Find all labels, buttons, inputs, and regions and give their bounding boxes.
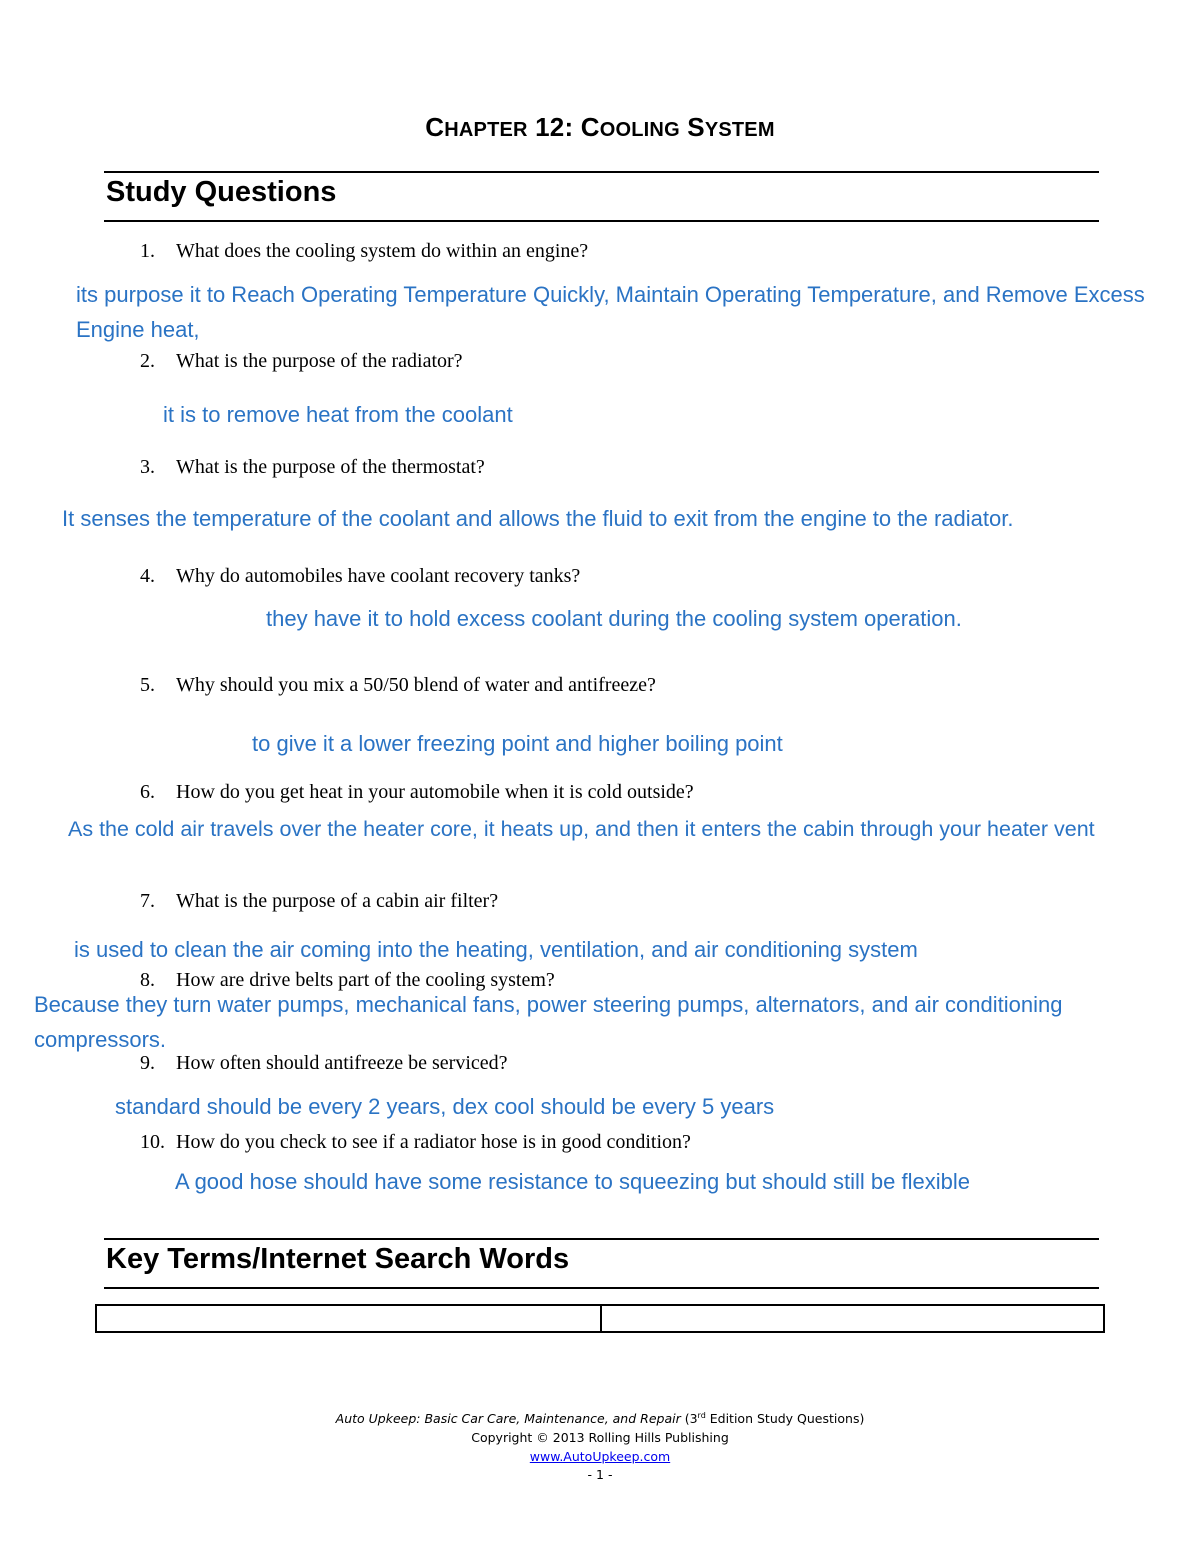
- question-7: 7. What is the purpose of a cabin air filter?: [140, 890, 499, 912]
- question-1: 1. What does the cooling system do within an engine?: [140, 240, 589, 262]
- website-link[interactable]: www.AutoUpkeep.com: [529, 1449, 671, 1464]
- footer-copyright: Copyright © 2013 Rolling Hills Publishing: [471, 1430, 729, 1445]
- answer-9: standard should be every 2 years, dex cool should be every 5 years: [115, 1094, 775, 1119]
- question-4: 4. Why do automobiles have coolant recovery tanks?: [140, 565, 581, 587]
- question-5: 5. Why should you mix a 50/50 blend of water and antifreeze?: [140, 674, 656, 696]
- key-terms-table: [95, 1304, 1105, 1333]
- table-cell: [97, 1306, 602, 1331]
- footer-book-title: Auto Upkeep: Basic Car Care, Maintenance, and Repair (3rd Edition Study Questions): [335, 1411, 865, 1427]
- answer-2: it is to remove heat from the coolant: [163, 402, 513, 427]
- footer-link-row: [0, 1449, 1200, 1464]
- section-divider: [104, 1238, 1099, 1240]
- answer-3: It senses the temperature of the coolant and allows the fluid to exit from the engine to the radiator.: [62, 506, 1014, 531]
- question-8: 8. How are drive belts part of the cooling system?: [140, 969, 555, 991]
- answer-4: they have it to hold excess coolant during the cooling system operation.: [266, 606, 962, 631]
- question-9: 9. How often should antifreeze be serviced?: [140, 1052, 508, 1074]
- answer-7: is used to clean the air coming into the heating, ventilation, and air conditioning system: [74, 937, 918, 962]
- section-divider: [104, 220, 1099, 222]
- page-number: - 1 -: [587, 1467, 613, 1482]
- section-divider: [104, 171, 1099, 173]
- study-questions-heading: Study Questions: [106, 176, 337, 208]
- answer-1: its purpose it to Reach Operating Temperature Quickly, Maintain Operating Temperature, and Remove Excess Engine heat,: [76, 282, 1145, 342]
- answer-10: A good hose should have some resistance to squeezing but should still be flexible: [175, 1169, 970, 1194]
- answer-6: As the cold air travels over the heater core, it heats up, and then it enters the cabin through your heater vent: [68, 817, 1095, 841]
- key-terms-heading: Key Terms/Internet Search Words: [106, 1243, 570, 1275]
- chapter-title: CHAPTER 12: COOLING SYSTEM: [425, 112, 775, 142]
- answer-8: Because they turn water pumps, mechanical fans, power steering pumps, alternators, and air conditioning compressors.: [34, 992, 1063, 1052]
- question-3: 3. What is the purpose of the thermostat?: [140, 456, 485, 478]
- answer-5: to give it a lower freezing point and higher boiling point: [252, 731, 783, 756]
- section-divider: [104, 1287, 1099, 1289]
- question-6: 6. How do you get heat in your automobile when it is cold outside?: [140, 781, 694, 803]
- question-2: 2. What is the purpose of the radiator?: [140, 350, 463, 372]
- question-10: 10. How do you check to see if a radiator hose is in good condition?: [140, 1131, 691, 1153]
- table-cell: [602, 1306, 1103, 1331]
